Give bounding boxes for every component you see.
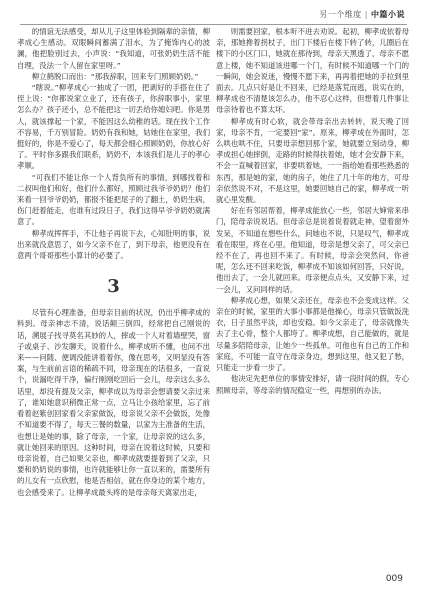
text-columns (17, 26, 409, 566)
left-column (17, 26, 210, 566)
paragraph: 的情谊无法感受，却从儿子这里体验到隔辈的亲情，柳孝成心生感动。双眼瞬间蓄满了泪水，为了掩饰内心的波澜，他把脸别过去，小声说：“我知道，可张奶奶生活不能自理，没法一个人留在家里呀。” (17, 27, 210, 70)
running-header (0, 6, 427, 26)
paragraph: 柳立鹤脱口而出：“那我辞职，回来专门照顾奶奶。” (31, 71, 199, 81)
header-rule (20, 24, 407, 25)
paragraph: 柳孝成挥挥手，不让他子再说下去，心知肚明的事，说出来就没意思了，如今父亲不在了，到下母亲，他更没有在意两个哥哥那些小算计的必要了。 (17, 228, 210, 261)
paragraph: 好在有邻居帮着，柳孝成能放心一些，邻居大婶常来串门，陪母亲说说话。但母亲总是说着说着就走神，望着窗外发呆，不知道在想些什么，问她也不说，只是叹气，柳孝成看在眼里，疼在心里。他知道，母亲是想父亲了，可父亲已经不在了，再也回不来了。有时候，母亲会突然问，你爸呢，怎么还不回来吃饭，柳孝成不知该如何回答，只好说，他出去了，一会儿就回来。母亲便点点头，又安静下来，过一会儿，又问同样的话。 (216, 206, 409, 294)
paragraph: 则需要回家，根本听不进去劝说。起初，柳孝成依着母亲，那她搀着拐杖子，出门下楼后在楼下转了转，儿圈后在楼下的小区门口，她就在那待到，母亲天黑透了，母亲不愿意上楼，她不知道该进哪一个门，有时候不知道哪一个门的一瞬间，她会说迷，慢慢不愿下来，再再着把她的手拉到里面去。几点只好是让不回来，已经是落荒而逃，说实在的，柳孝成也不清楚该怎么办，他不忍心这样，但想着几件事让母亲待着也不算太坏。 (216, 27, 409, 115)
chapter-number: 3 (107, 275, 120, 297)
paragraph: “可我们不能让你一个人背负所有的事情，到哪找着和二叔叫他们和好，他们什么都好，照顾过我爷爷奶奶？他们来看一回爷爷奶奶，都报不能把尾子的了翻土，奶奶生病，伤门赶着能走，也谁有过段日子，我们这得早爷爷奶奶就满意了。 (17, 172, 210, 227)
right-column (216, 26, 409, 566)
paragraph: “瞎说。”柳孝成心一抽成了一团，把剥好的手搭在住了侄上说：“你都说家立业了，还有孩子，你辞职事小，家里怎么办？孩子还小，总不能把这一切丢给你媳妇吧。你是男人，就该撑起一个家，不能因这么幼稚的话。现在找个工作不容易，千万别冒险。奶奶有我和她，姑她住在家里，我们挺好的，你是不爱心了，每天都会细心照顾奶奶，你放心好了。平时你多跟我们联系，奶奶不，本该我们是儿子的孝心孝顺。 (17, 83, 210, 171)
header-section-name: 中篇小说 (371, 10, 405, 19)
paragraph: 柳孝成有时心软，就会带母亲出去转转，说天晚了回家，母亲不肯，一定要回“家”。原来，柳孝成在外面时，怎么哄也哄不住，只要母亲想回那个家，她就要立刻动身，柳孝成担心她摔倒，走路的时候得扶着她，她才会安静下来，不会一直喊着回家，非要哄着她，一一指给她看那些熟悉的东西，那是她的家，她的房子，她住了几十年的地方，可母亲依然说不对，不是这里，她要回她自己的家，柳孝成一听就心里发酸。 (216, 116, 409, 205)
page-number: 009 (385, 574, 403, 584)
header-text (319, 9, 405, 20)
paragraph: 柳孝成心想，如果父亲还在，母亲也不会变成这样。父亲在的时候，家里的大事小事都是他操心，母亲只管做饭洗衣，日子虽然平淡，却也安稳。如今父亲走了，母亲就像失去了主心骨，整个人都垮了。柳孝成想，自己能做的，就是尽量多陪陪母亲，让她少一些孤单。可他也有自己的工作和家庭，不可能一直守在母亲身边，想到这里，他又犯了愁，只能走一步看一步了。 (216, 295, 409, 373)
paragraph: 尽管有心理准备，但母亲目前的状况，仍出乎柳孝成的料到。母亲神志不清，说话颠三倒四，经常把自己刚说的话，溯展子找寻莫名其妙的人，摔或一个人对着墙壁哭，窗子或桌子、沙发聊天，说着什么，柳孝成听不懂，也问不出来——问随、便调没能讲着着你，像在思考，又明显没有答案，与生前前言语的稀疏不同，母亲现在的话很多，一直说个，说漏吃得干净，偏行刚刚吃回后一会儿，母亲这么多么话里，却没有提及父亲，柳孝成以为母亲会想请要父亲过来了，谁知她意识稍微正常一点，立马让小孩给家里，忘了前看着赵紫创回家看父亲家做饭，母亲说父亲不会做饭，处像不知道要不得了，每天三餐的数量，以家为主准备的生活，也想让是她的事，除了母亲，一个家，让母亲说的这么多，就让她回来的原因。这种时间，母亲在说着这时候，只要和母亲说着，自己如果父亲也，柳孝成就要提着到了父亲，只要和奶奶说的事情，也许就能够让你一直以来的，需要所有的儿女有一点欣慰，他是否相信，就在你身边的某个地方，也会感受来了。让柳孝成最头疼的是母亲每天离家出走， (17, 308, 210, 497)
header-separator: | (364, 10, 368, 19)
header-column-name: 另一个维度 (319, 10, 362, 19)
paragraph: 他决定先把单位的事情安排好，请一段时间的假，专心照顾母亲，等母亲的情况稳定一些，再想别的办法。 (216, 374, 409, 395)
